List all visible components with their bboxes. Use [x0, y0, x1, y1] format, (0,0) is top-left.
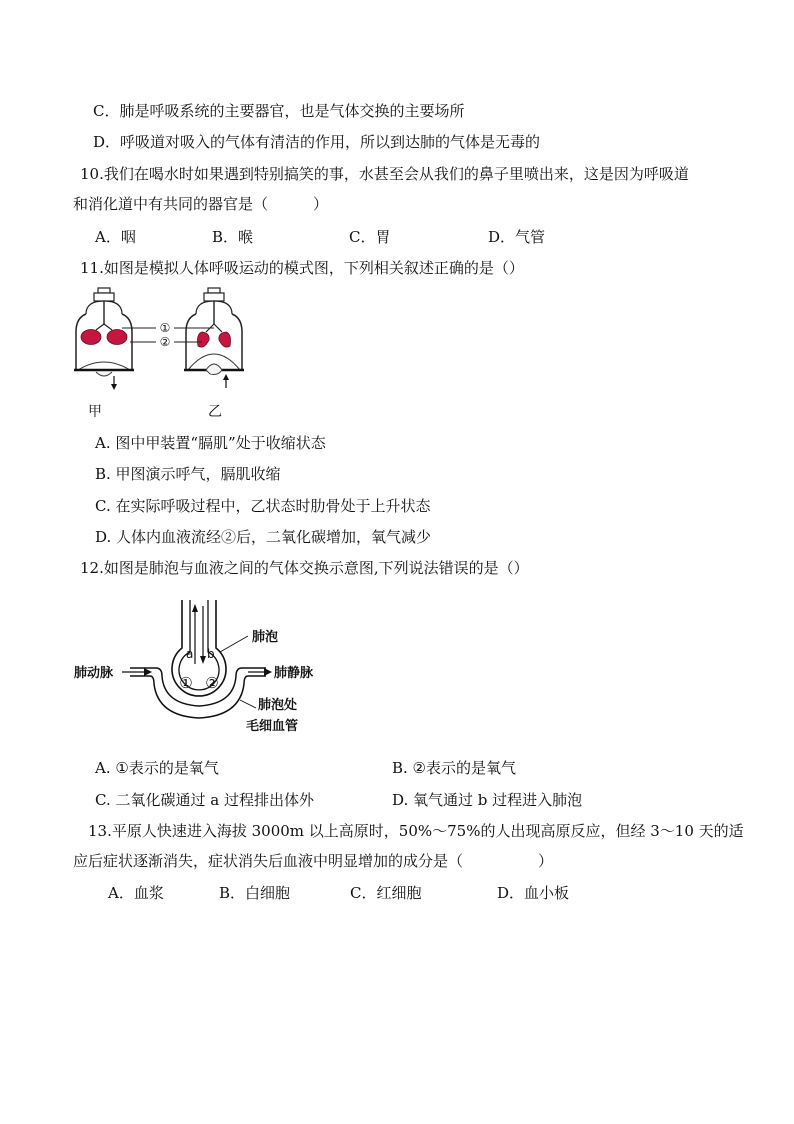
bell-jar-yi [184, 288, 244, 388]
q10-option-c: C．胃 [349, 228, 391, 246]
q11-option-d: D. 人体内血液流经②后，二氧化碳增加，氧气减少 [95, 528, 432, 546]
q10-stem-line2: 和消化道中有共同的器官是（ ） [73, 195, 329, 213]
breathing-model-figure [72, 284, 272, 424]
q12-option-c: C. 二氧化碳通过 a 过程排出体外 [95, 791, 314, 809]
q10-option-d: D．气管 [488, 228, 546, 246]
q10-option-a: A．咽 [95, 228, 136, 246]
q13-stem-line2: 应后症状逐渐消失，症状消失后血液中明显增加的成分是（ ） [73, 852, 554, 870]
letter-b: b [207, 647, 215, 661]
q12-option-d: D. 氧气通过 b 过程进入肺泡 [392, 791, 583, 809]
label-alveolus: 肺泡 [252, 630, 279, 645]
label-jia: 甲 [88, 404, 102, 420]
label-yi: 乙 [208, 404, 222, 420]
q10-stem-line1: 10.我们在喝水时如果遇到特别搞笑的事，水甚至会从我们的鼻子里喷出来，这是因为呼吸道 [80, 165, 689, 183]
q9-option-d: D．呼吸道对吸入的气体有清洁的作用，所以到达肺的气体是无毒的 [93, 133, 541, 151]
gas-exchange-figure [70, 596, 340, 740]
marker-1: ① [159, 321, 171, 335]
q11-option-b: B. 甲图演示呼气，膈肌收缩 [95, 465, 281, 483]
bell-jar-jia [74, 288, 134, 390]
marker-1: ① [179, 674, 193, 692]
q13-stem-line1: 13.平原人快速进入海拔 3000m 以上高原时，50%～75%的人出现高原反应，但经 3～10 天的适 [88, 822, 744, 840]
q11-option-a: A. 图中甲装置“膈肌”处于收缩状态 [95, 434, 326, 452]
letter-a: a [186, 647, 194, 661]
q9-option-c: C．肺是呼吸系统的主要器官，也是气体交换的主要场所 [93, 102, 465, 120]
q13-option-c: C．红细胞 [350, 884, 422, 902]
marker-2: ② [205, 674, 219, 692]
q12-option-b: B. ②表示的是氧气 [392, 759, 517, 777]
label-pulmonary-vein: 肺静脉 [274, 666, 314, 681]
q11-option-c: C. 在实际呼吸过程中，乙状态时肋骨处于上升状态 [95, 497, 431, 515]
q13-option-a: A．血浆 [108, 884, 164, 902]
label-capillary-line2: 毛细血管 [246, 719, 299, 734]
q13-option-d: D．血小板 [497, 884, 570, 902]
label-pulmonary-artery: 肺动脉 [74, 666, 114, 681]
q12-option-a: A. ①表示的是氧气 [95, 759, 219, 777]
q11-stem: 11.如图是模拟人体呼吸运动的模式图，下列相关叙述正确的是（） [80, 259, 524, 277]
q10-option-b: B．喉 [212, 228, 254, 246]
label-capillary-line1: 肺泡处 [258, 698, 298, 713]
marker-2: ② [159, 335, 171, 349]
q13-option-b: B．白细胞 [219, 884, 291, 902]
q12-stem: 12.如图是肺泡与血液之间的气体交换示意图,下列说法错误的是（） [80, 559, 529, 577]
